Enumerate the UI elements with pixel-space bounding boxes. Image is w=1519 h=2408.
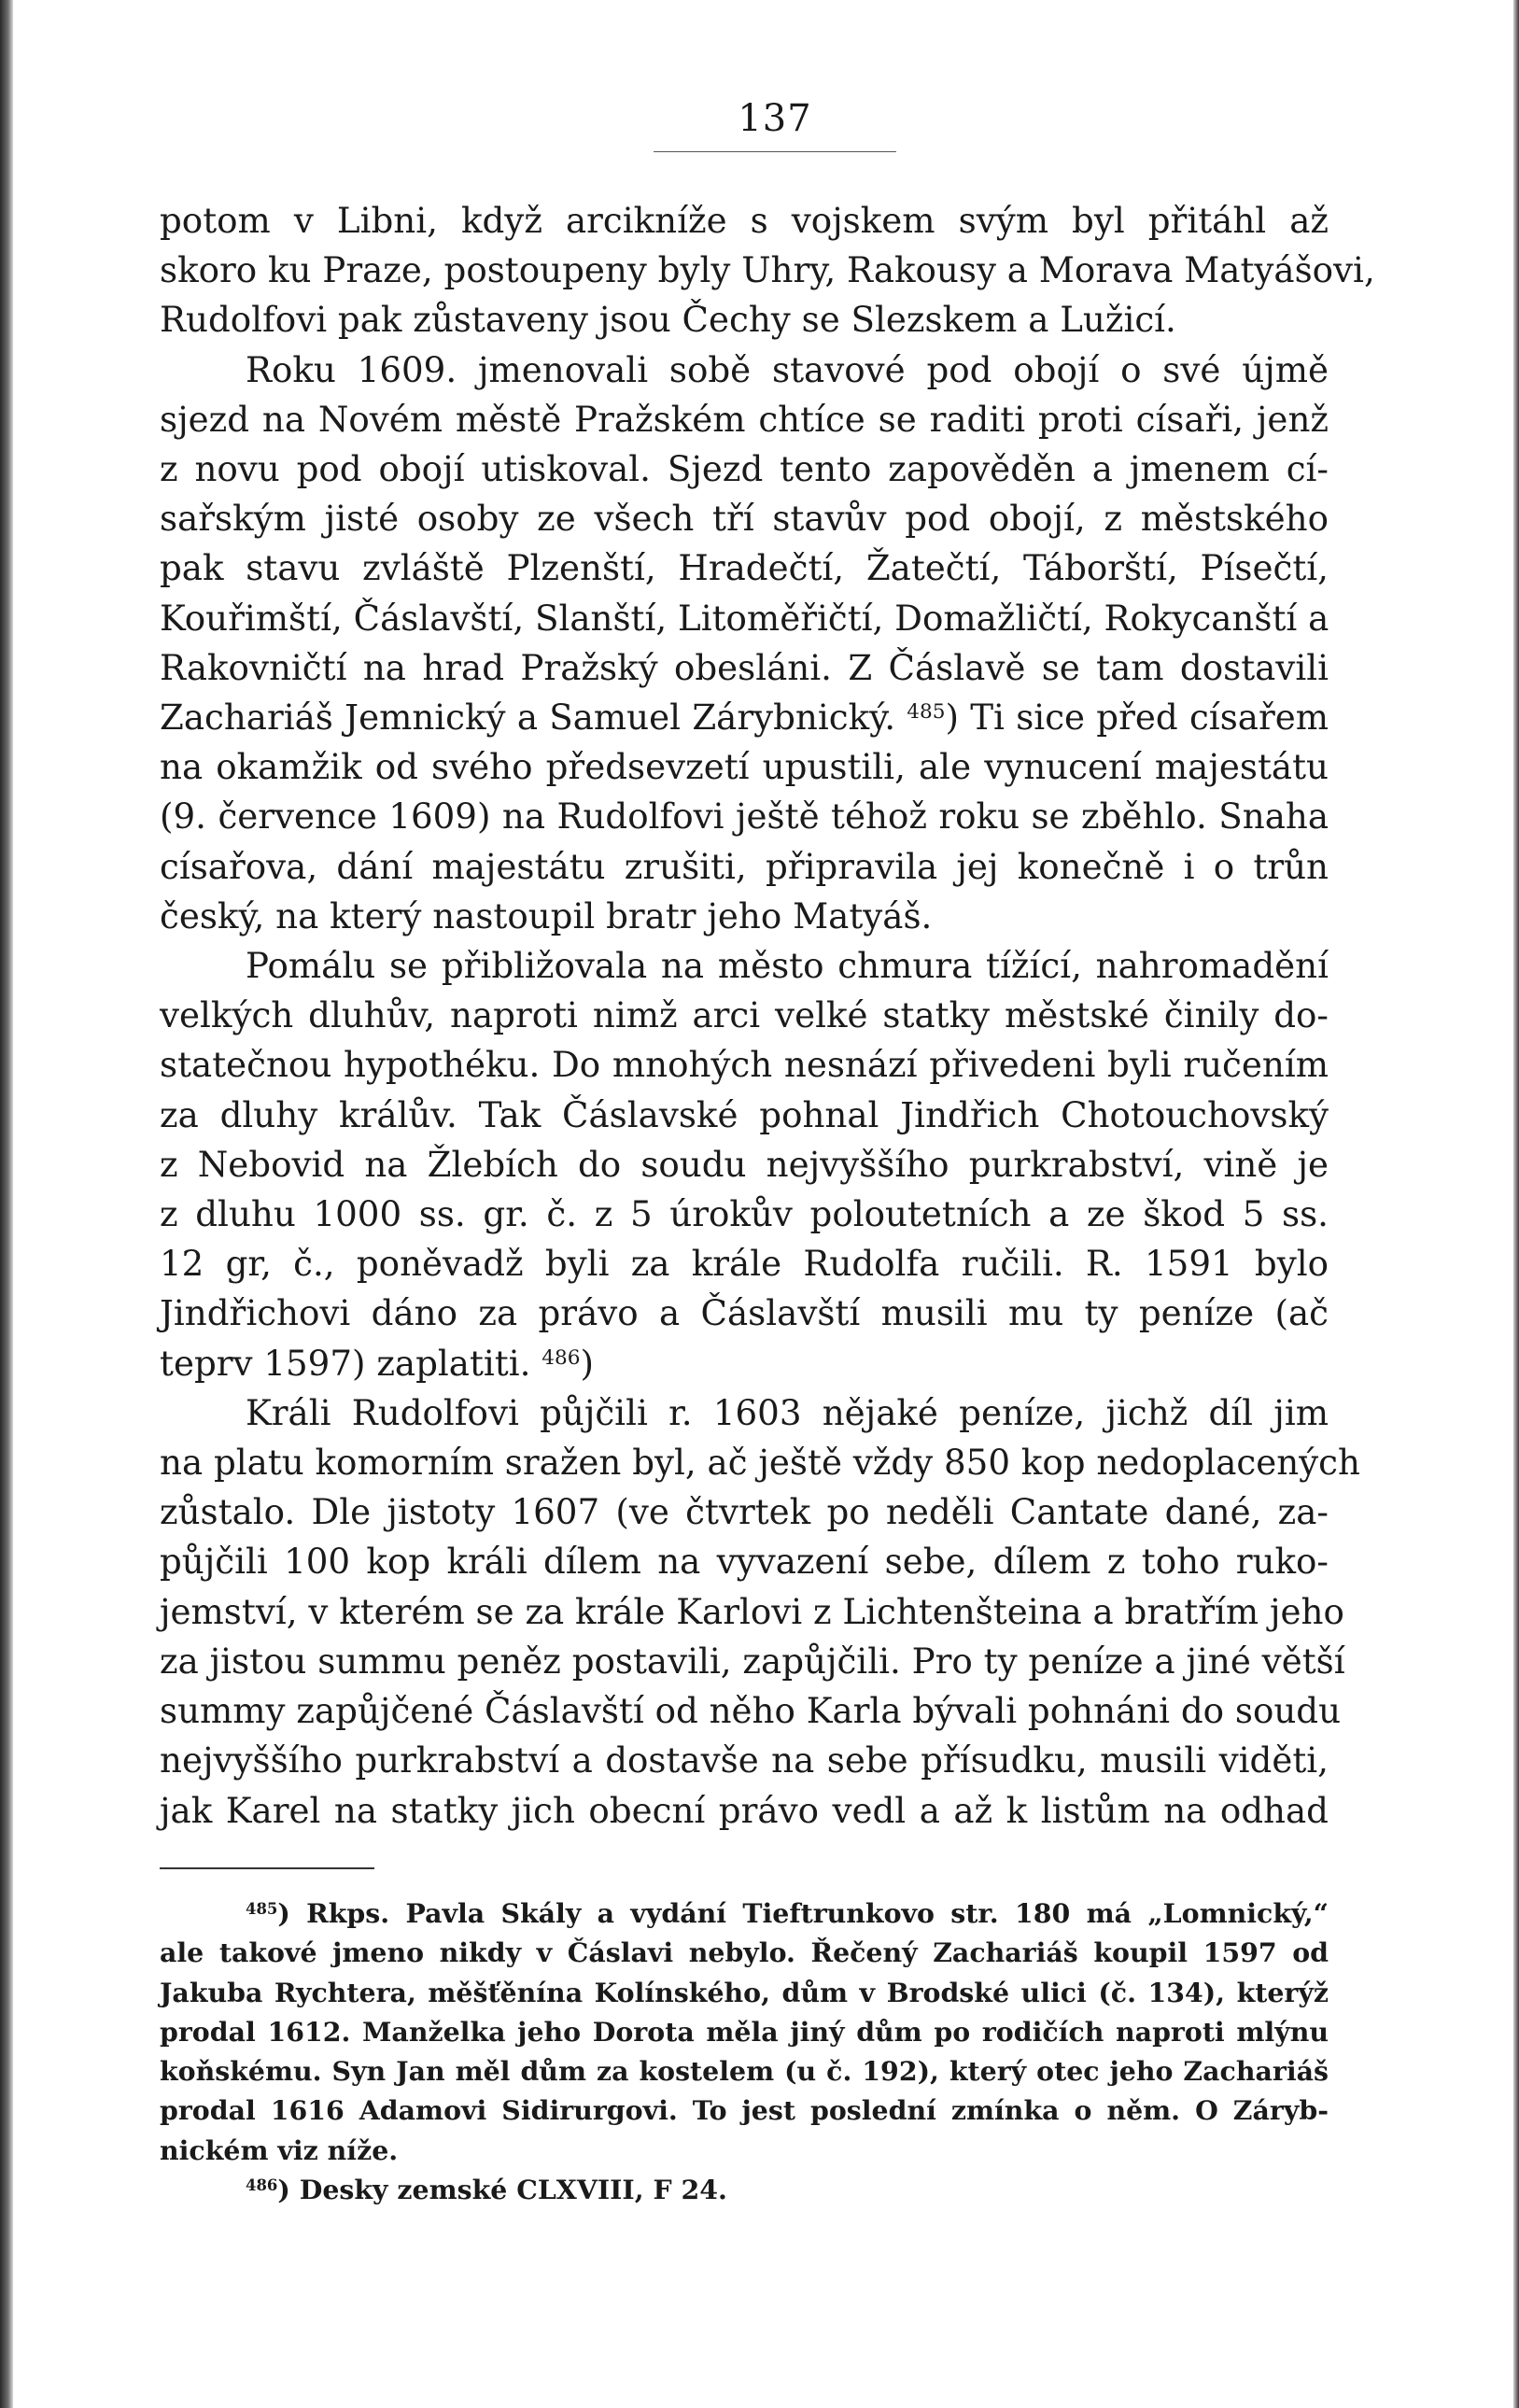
line-text: summy zapůjčené Čáslavští od něho Karla bývali pohnáni do soudu [160, 1690, 1342, 1732]
footnote-text: ) Desky zemské CLXVIII, F 24. [277, 2174, 727, 2206]
text-line [160, 991, 1329, 1040]
line-text: zůstalo. Dle jistoty 1607 (ve čtvrtek po neděli Cantate dané, za- [160, 1491, 1329, 1533]
footnote-line [160, 2051, 1329, 2091]
footnote-text: Jakuba Rychtera, měšťěnína Kolínského, dům v Brodské ulici (č. 134), kterýž [160, 1976, 1329, 2008]
line-text: císařova, dání majestátu zrušiti, připravila jej konečně i o trůn [160, 845, 1329, 887]
line-text: za dluhy králův. Tak Čáslavské pohnal Jindřich Chotouchovský [160, 1093, 1329, 1135]
footnote-text: prodal 1616 Adamovi Sidirurgovi. To jest poslední zmínka o něm. O Záryb- [160, 2094, 1329, 2127]
page-number: 137 [738, 97, 812, 140]
text-line [160, 1736, 1329, 1785]
line-text: ) Ti sice před císařem [945, 697, 1329, 739]
text-line [160, 1040, 1329, 1090]
text-line [160, 1637, 1345, 1686]
line-text: 12 gr, č., poněvadž byli za krále Rudolfa ručili. R. 1591 bylo [160, 1243, 1329, 1285]
text-line [160, 246, 1375, 295]
footnote-line [160, 1973, 1329, 2012]
footnote-marker: 486 [246, 2176, 278, 2195]
body-text [160, 196, 1375, 1836]
text-line [160, 1239, 1329, 1288]
text-line [160, 345, 1329, 395]
line-text: skoro ku Praze, postoupeny byly Uhry, Rakousy a Morava Matyášovi, [160, 249, 1375, 291]
line-text: nejvyššího purkrabství a dostavše na sebe přísudku, musili viděti, [160, 1739, 1329, 1781]
line-text: jemství, v kterém se za krále Karlovi z Lichtenšteina a bratřím jeho [160, 1590, 1344, 1632]
line-text: Králi Rudolfovi půjčili r. 1603 nějaké peníze, jichž díl jim [246, 1391, 1329, 1433]
line-text: Rudolfovi pak zůstaveny jsou Čechy se Slezskem a Lužicí. [160, 299, 1176, 341]
text-line [160, 742, 1329, 792]
line-text: potom v Libni, když arcikníže s vojskem svým byl přitáhl až [160, 200, 1329, 241]
text-line [160, 1537, 1329, 1586]
text-line [160, 1686, 1342, 1736]
footnote-line [160, 1894, 1329, 1933]
text-line [160, 1288, 1329, 1338]
text-line [160, 693, 1329, 742]
line-text: sjezd na Novém městě Pražském chtíce se raditi proti císaři, jenž [160, 398, 1329, 440]
text-line [160, 543, 1329, 593]
line-text: za jistou summu peněz postavili, zapůjčili. Pro ty peníze a jiné větší [160, 1640, 1345, 1682]
text-line [160, 1339, 1329, 1388]
line-text: velkých dluhův, naproti nimž arci velké statky městské činily do- [160, 994, 1329, 1036]
line-text: Jindřichovi dáno za právo a Čáslavští musili mu ty peníze (ač [160, 1292, 1329, 1334]
text-line [160, 395, 1329, 444]
text-line [160, 643, 1329, 693]
text-line [160, 1140, 1329, 1190]
text-line [160, 1786, 1329, 1836]
footnote-reference: 485 [907, 700, 946, 725]
footnote-text: prodal 1612. Manželka jeho Dorota měla jiný dům po rodičích naproti mlýnu [160, 2015, 1329, 2048]
footnote-line [160, 2012, 1329, 2051]
line-text: Rakovničtí na hrad Pražský obesláni. Z Čáslavě se tam dostavili [160, 646, 1329, 688]
line-text: sařským jisté osoby ze všech tří stavův pod obojí, z městského [160, 498, 1329, 540]
text-line [160, 444, 1329, 494]
line-text: Pomálu se přibližovala na město chmura tížící, nahromadění [246, 945, 1329, 987]
line-text: z dluhu 1000 ss. gr. č. z 5 úrokův poloutetních a ze škod 5 ss. [160, 1193, 1329, 1235]
footnote-text: ) Rkps. Pavla Skály a vydání Tieftrunkovo str. 180 má „Lomnický,“ [277, 1897, 1329, 1929]
line-text: Zachariáš Jemnický a Samuel Zárybnický. [160, 697, 907, 739]
text-line [160, 594, 1329, 643]
text-line [160, 842, 1329, 892]
line-text: půjčili 100 kop králi dílem na vyvazení sebe, dílem z toho ruko- [160, 1541, 1329, 1583]
text-line [160, 1388, 1329, 1438]
text-line [160, 792, 1329, 841]
footnote-text: koňskému. Syn Jan měl dům za kostelem (u č. 192), který otec jeho Zachariáš [160, 2055, 1329, 2088]
text-line [160, 1587, 1344, 1637]
footnote-text: nickém viz níže. [160, 2133, 399, 2166]
text-line [160, 941, 1329, 991]
line-text: na platu komorním sražen byl, ač ještě vždy 850 kop nedoplacených [160, 1442, 1360, 1484]
scan-edge-right [1513, 0, 1519, 2408]
line-text: český, na který nastoupil bratr jeho Matyáš. [160, 894, 933, 936]
footnote-line [160, 1933, 1329, 1972]
line-text: Kouřimští, Čáslavští, Slanští, Litoměřičtí, Domažličtí, Rokycanští a [160, 597, 1329, 639]
header-rule [654, 151, 896, 152]
line-text: (9. července 1609) na Rudolfovi ještě téhož roku se zběhlo. Snaha [160, 796, 1329, 838]
line-text: Roku 1609. jmenovali sobě stavové pod obojí o své újmě [246, 348, 1329, 390]
footnote-line [160, 2131, 1329, 2170]
footnote-line [160, 2091, 1329, 2130]
line-text: teprv 1597) zaplatiti. [160, 1342, 542, 1384]
footnote-marker: 485 [246, 1899, 278, 1918]
scan-edge-left [0, 0, 13, 2408]
text-line [160, 295, 1329, 345]
line-text: pak stavu zvláště Plzenští, Hradečtí, Žatečtí, Táborští, Písečtí, [160, 547, 1329, 589]
text-line [160, 1487, 1329, 1537]
line-text: na okamžik od svého předsevzetí upustili, ale vynucení majestátu [160, 746, 1329, 788]
text-line [160, 892, 1329, 941]
text-line [160, 494, 1329, 543]
line-text: ) [580, 1342, 594, 1384]
footnote-rule [160, 1867, 374, 1869]
footnote-text: ale takové jmeno nikdy v Čáslavi nebylo. Řečený Zachariáš koupil 1597 od [160, 1936, 1329, 1969]
text-line [160, 196, 1329, 246]
line-text: statečnou hypothéku. Do mnohých nesnází přivedeni byli ručením [160, 1044, 1329, 1086]
line-text: z novu pod obojí utiskoval. Sjezd tento zapověděn a jmenem cí- [160, 448, 1329, 490]
footnote-line [160, 2170, 1329, 2209]
footnote-reference: 486 [541, 1345, 581, 1370]
text-line [160, 1190, 1329, 1239]
line-text: jak Karel na statky jich obecní právo vedl a až k listům na odhad [160, 1789, 1329, 1831]
text-line [160, 1091, 1329, 1140]
footnotes [160, 1894, 1329, 2209]
line-text: z Nebovid na Žlebích do soudu nejvyššího purkrabství, vině je [160, 1143, 1329, 1185]
text-line [160, 1438, 1360, 1487]
